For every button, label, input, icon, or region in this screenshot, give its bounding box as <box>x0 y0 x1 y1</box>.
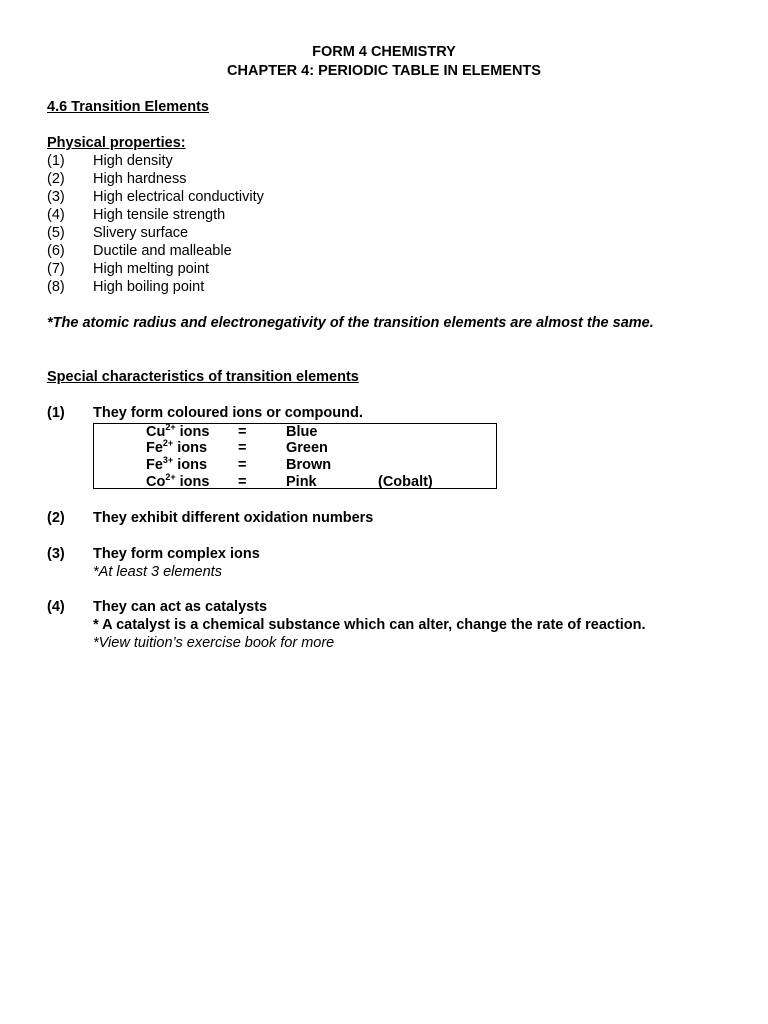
equals-sign: = <box>238 457 247 473</box>
special-item-note: *At least 3 elements <box>93 564 222 580</box>
special-item-text: They form complex ions <box>93 546 260 562</box>
special-item-text: They exhibit different oxidation numbers <box>93 510 374 526</box>
physical-properties-heading: Physical properties: <box>47 135 186 151</box>
list-item-text: High hardness <box>93 171 187 187</box>
equals-sign: = <box>238 424 247 440</box>
list-item-number: (8) <box>47 279 65 295</box>
list-item-text: Ductile and malleable <box>93 243 232 259</box>
ion-colour: Pink <box>286 474 317 490</box>
ion-note: (Cobalt) <box>378 474 433 490</box>
list-item-text: High boiling point <box>93 279 205 295</box>
physical-note: *The atomic radius and electronegativity of the transition elements are almost the same. <box>47 315 654 331</box>
list-item-number: (5) <box>47 225 65 241</box>
special-item-note: *View tuition’s exercise book for more <box>93 635 335 651</box>
ion-label: $Co^{2+}$ ions <box>146 472 210 490</box>
ion-label: $Fe^{2+}$ ions <box>146 438 208 456</box>
list-item-number: (6) <box>47 243 65 259</box>
list-item-text: High melting point <box>93 261 210 277</box>
ion-colour: Green <box>286 440 328 456</box>
equals-sign: = <box>238 474 247 490</box>
special-item-text: They form coloured ions or compound. <box>93 405 363 421</box>
document-title: FORM 4 CHEMISTRY <box>312 44 456 60</box>
list-item-text: High density <box>93 153 173 169</box>
list-item-number: (4) <box>47 207 65 223</box>
catalyst-definition: * A catalyst is a chemical substance which can alter, change the rate of reaction. <box>93 617 646 633</box>
chapter-title: CHAPTER 4: PERIODIC TABLE IN ELEMENTS <box>227 63 541 79</box>
ion-colour: Brown <box>286 457 332 473</box>
ion-label: $Fe^{3+}$ ions <box>146 455 208 473</box>
special-item-number: (4) <box>47 599 65 615</box>
special-item-number: (2) <box>47 510 65 526</box>
equals-sign: = <box>238 440 247 456</box>
ion-label: $Cu^{2+}$ ions <box>146 422 210 440</box>
special-item-text: They can act as catalysts <box>93 599 268 615</box>
list-item-text: High tensile strength <box>93 207 226 223</box>
list-item-text: High electrical conductivity <box>93 189 264 205</box>
section-heading: 4.6 Transition Elements <box>47 99 209 115</box>
special-item-number: (3) <box>47 546 65 562</box>
ion-colour: Blue <box>286 424 318 440</box>
special-item-number: (1) <box>47 405 65 421</box>
ion-colour-table <box>93 423 497 489</box>
list-item-number: (2) <box>47 171 65 187</box>
list-item-number: (1) <box>47 153 65 169</box>
special-characteristics-heading: Special characteristics of transition elements <box>47 369 359 385</box>
list-item-number: (3) <box>47 189 65 205</box>
list-item-number: (7) <box>47 261 65 277</box>
list-item-text: Slivery surface <box>93 225 189 241</box>
